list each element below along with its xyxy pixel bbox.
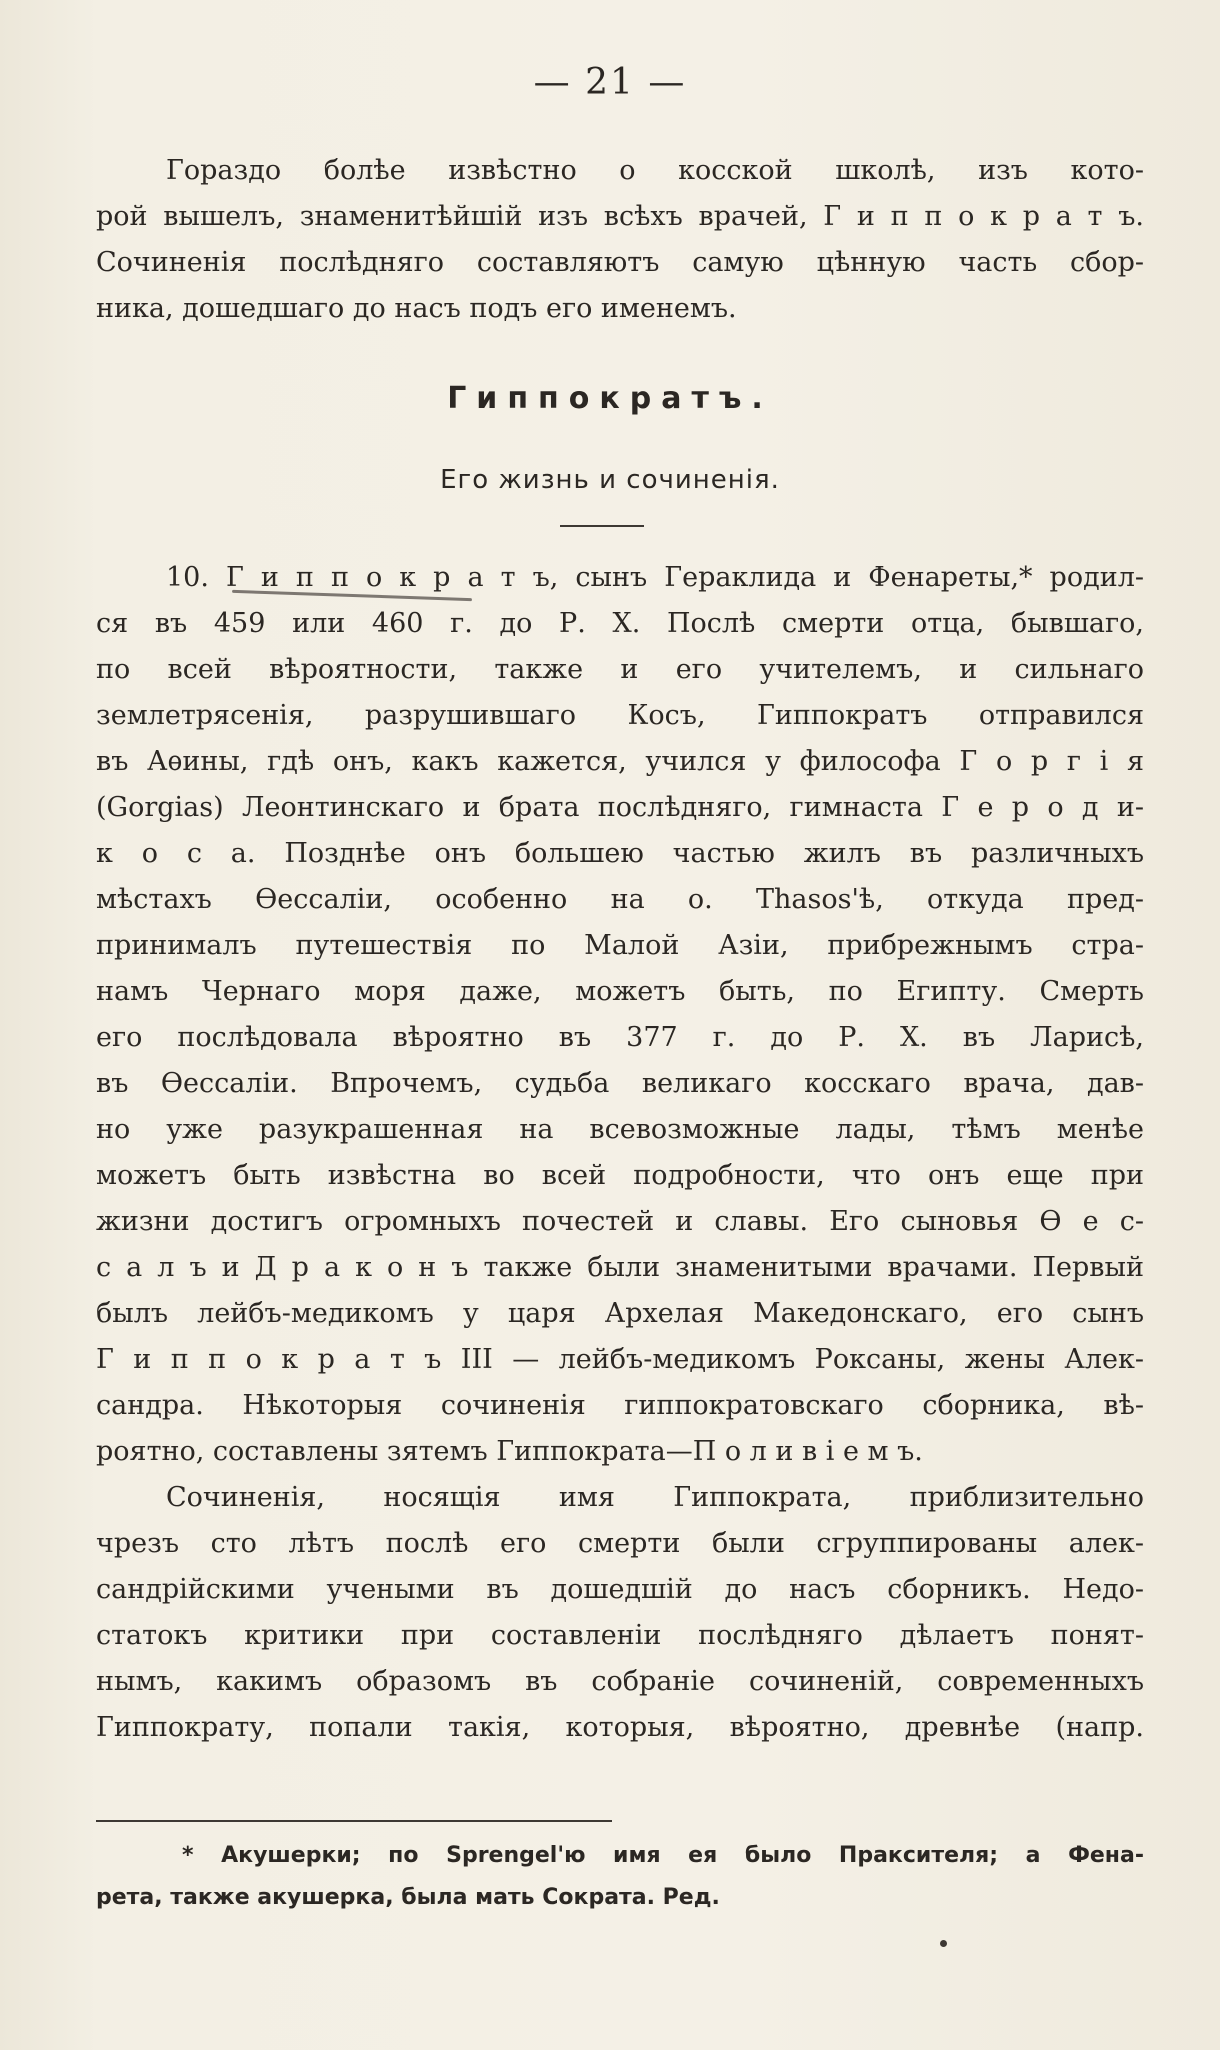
- ink-spot: [940, 1940, 947, 1947]
- text-line: землетрясенія, разрушившаго Косъ, Гиппократъ отправился: [96, 700, 1144, 731]
- text-line: но уже разукрашенная на всевозможные лады, тѣмъ менѣе: [96, 1114, 1144, 1145]
- text-line: роятно, составлены зятемъ Гиппократа—П о л и в і е м ъ.: [96, 1436, 923, 1467]
- text-line: 10. Г и п п о к р а т ъ, сынъ Гераклида и Фенареты,* родил-: [166, 562, 1144, 593]
- text-line: принималъ путешествія по Малой Азіи, прибрежнымъ стра-: [96, 930, 1144, 961]
- intro-paragraph: [96, 148, 1144, 332]
- footnote-line: * Акушерки; по Sprengel'ю имя ея было Праксителя; а Фена-: [182, 1843, 1144, 1868]
- text-line: можетъ быть извѣстна во всей подробности, что онъ еще при: [96, 1160, 1144, 1191]
- text-line: жизни достигъ огромныхъ почестей и славы. Его сыновья Ѳ е с-: [96, 1206, 1144, 1237]
- main-text: [96, 555, 1144, 1751]
- title-divider: [560, 525, 644, 527]
- text-line: к о с а. Позднѣе онъ большею частью жилъ въ различныхъ: [96, 838, 1144, 869]
- text-line: Сочиненія послѣдняго составляютъ самую цѣнную часть сбор-: [96, 247, 1144, 278]
- page-number: — 21 —: [533, 62, 687, 103]
- text-line: ся въ 459 или 460 г. до Р. Х. Послѣ смерти отца, бывшаго,: [96, 608, 1144, 639]
- text-line: нымъ, какимъ образомъ въ собраніе сочиненій, современныхъ: [96, 1666, 1144, 1697]
- text-line: Сочиненія, носящія имя Гиппократа, приблизительно: [166, 1482, 1144, 1513]
- text-line: сандрійскими учеными въ дошедшій до насъ сборникъ. Недо-: [96, 1574, 1144, 1605]
- text-line: рой вышелъ, знаменитѣйшій изъ всѣхъ врачей, Г и п п о к р а т ъ.: [96, 201, 1144, 232]
- text-line: ника, дошедшаго до насъ подъ его именемъ.: [96, 293, 737, 324]
- text-line: въ Аѳины, гдѣ онъ, какъ кажется, учился у философа Г о р г і я: [96, 746, 1144, 777]
- text-line: намъ Чернаго моря даже, можетъ быть, по Египту. Смерть: [96, 976, 1144, 1007]
- text-line: статокъ критики при составленіи послѣдняго дѣлаетъ понят-: [96, 1620, 1144, 1651]
- footnote-divider: [96, 1820, 612, 1822]
- section-title: Гиппократъ.: [447, 381, 773, 416]
- text-line: по всей вѣроятности, также и его учителемъ, и сильнаго: [96, 654, 1144, 685]
- text-line: с а л ъ и Д р а к о н ъ также были знаменитыми врачами. Первый: [96, 1252, 1144, 1283]
- text-line: былъ лейбъ-медикомъ у царя Архелая Македонскаго, его сынъ: [96, 1298, 1144, 1329]
- text-line: (Gorgias) Леонтинскаго и брата послѣдняго, гимнаста Г е р о д и-: [96, 792, 1144, 823]
- section-subtitle: Его жизнь и сочиненія.: [440, 465, 780, 495]
- text-line: Г и п п о к р а т ъ III — лейбъ-медикомъ Роксаны, жены Алек-: [96, 1344, 1144, 1375]
- footnote: [96, 1835, 1144, 1919]
- text-line: мѣстахъ Ѳессаліи, особенно на о. Thasos'ѣ, откуда пред-: [96, 884, 1144, 915]
- text-line: его послѣдовала вѣроятно въ 377 г. до Р. Х. въ Ларисѣ,: [96, 1022, 1144, 1053]
- footnote-line: рета, также акушерка, была мать Сократа. Ред.: [96, 1885, 720, 1910]
- text-line: Гораздо болѣе извѣстно о косской школѣ, изъ кото-: [166, 155, 1144, 186]
- text-line: въ Ѳессаліи. Впрочемъ, судьба великаго косскаго врача, дав-: [96, 1068, 1144, 1099]
- text-line: чрезъ сто лѣтъ послѣ его смерти были сгруппированы алек-: [96, 1528, 1144, 1559]
- text-line: сандра. Нѣкоторыя сочиненія гиппократовскаго сборника, вѣ-: [96, 1390, 1144, 1421]
- text-line: Гиппократу, попали такія, которыя, вѣроятно, древнѣе (напр.: [96, 1712, 1144, 1743]
